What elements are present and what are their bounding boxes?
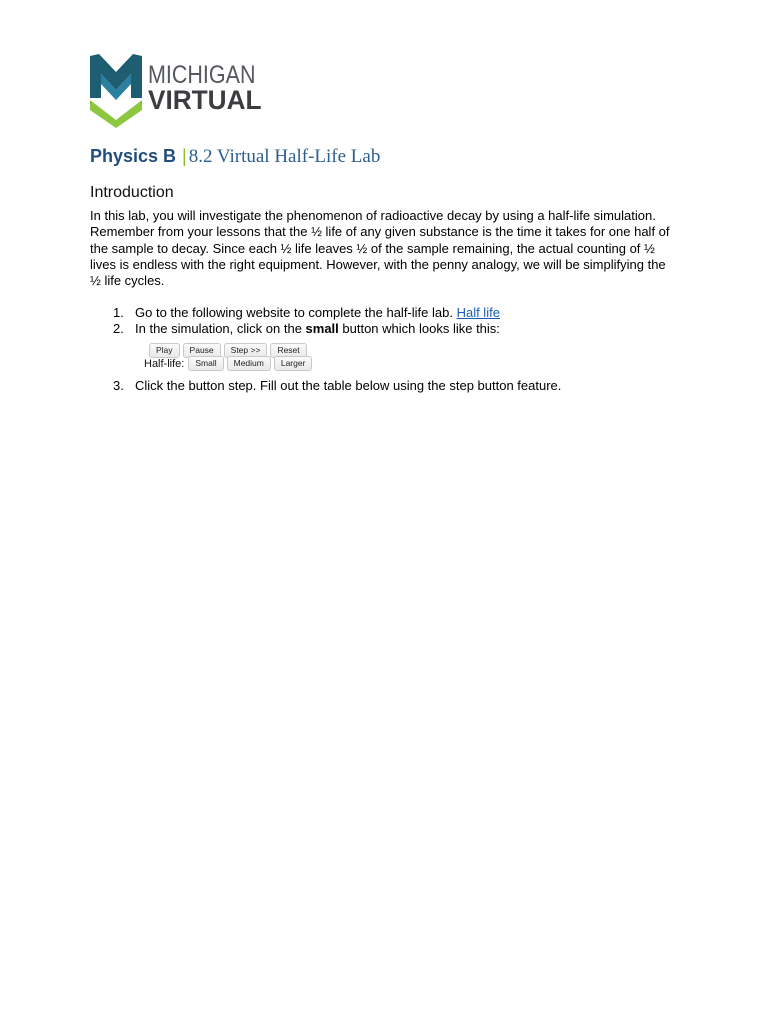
step-text: Click the button step. Fill out the table below using the step button feature.: [135, 377, 562, 393]
simulation-controls-image: [135, 338, 395, 378]
list-item: [90, 378, 690, 394]
small-button: Small: [188, 356, 223, 371]
list-item: [90, 321, 690, 377]
step-number: 1.: [113, 305, 124, 320]
half-life-size-controls: [144, 356, 315, 372]
half-life-label: Half-life:: [144, 357, 185, 370]
title-separator: |: [182, 146, 187, 166]
lab-title: 8.2 Virtual Half-Life Lab: [188, 146, 381, 167]
play-button: Play: [149, 343, 180, 358]
reset-button: Reset: [270, 343, 306, 358]
logo-mark-icon: [90, 54, 142, 128]
medium-button: Medium: [227, 356, 271, 371]
page-title: [90, 144, 380, 169]
logo-text-virtual: VIRTUAL: [148, 85, 262, 115]
logo-text-michigan: MICHIGAN: [148, 61, 256, 89]
step-number: 2.: [113, 321, 124, 337]
course-name: Physics B: [90, 146, 177, 166]
instructions-list: [90, 305, 690, 394]
introduction-paragraph: In this lab, you will investigate the phenomenon of radioactive decay by using a half-life simulation. Remember from your lessons that the ½ life of any given substance is the time it takes for one half of the sample to decay. Since each ½ life leaves ½ of the sample remaining, the actual counting of ½ lives is endless with the right equipment. However, with the penny analogy, we will be simplifying the ½ life cycles.: [90, 208, 670, 289]
step-button: Step >>: [224, 343, 268, 358]
step-bold-text: small: [305, 321, 339, 337]
michigan-virtual-logo: [90, 54, 280, 128]
step-number: 3.: [113, 377, 124, 393]
step-text: button which looks like this:: [338, 321, 500, 337]
half-life-link[interactable]: Half life: [456, 305, 500, 320]
step-text: In the simulation, click on the: [135, 321, 306, 337]
larger-button: Larger: [274, 356, 313, 371]
step-text: Go to the following website to complete the half-life lab.: [135, 305, 457, 320]
introduction-heading: Introduction: [90, 184, 174, 201]
pause-button: Pause: [183, 343, 221, 358]
list-item: [90, 305, 690, 321]
